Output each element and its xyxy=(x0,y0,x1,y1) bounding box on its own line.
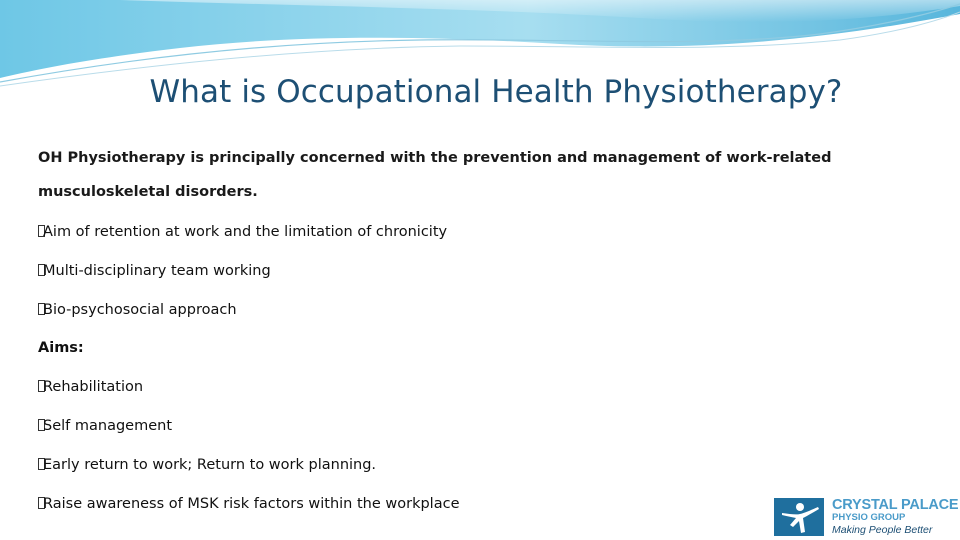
running-figure-icon xyxy=(774,498,824,536)
slide-title: What is Occupational Health Physiotherapy? xyxy=(149,74,843,110)
logo-tagline: Making People Better xyxy=(832,524,933,536)
crystal-palace-logo xyxy=(774,496,959,538)
list-item: Self management xyxy=(38,416,172,436)
list-item: Rehabilitation xyxy=(38,377,143,397)
logo-text-line-1: CRYSTAL PALACE xyxy=(832,497,959,513)
list-item: Early return to work; Return to work planning. xyxy=(38,455,376,475)
list-item: Raise awareness of MSK risk factors within the workplace xyxy=(38,494,460,514)
intro-text-line-1: OH Physiotherapy is principally concerned with the prevention and management of work-related xyxy=(38,150,832,166)
intro-text-line-2: musculoskeletal disorders. xyxy=(38,184,258,200)
list-item: Aim of retention at work and the limitation of chronicity xyxy=(38,222,447,242)
aims-heading: Aims: xyxy=(38,340,84,356)
list-item: Multi-disciplinary team working xyxy=(38,261,271,281)
list-item: Bio-psychosocial approach xyxy=(38,300,237,320)
logo-text-line-2: PHYSIO GROUP xyxy=(832,512,906,523)
